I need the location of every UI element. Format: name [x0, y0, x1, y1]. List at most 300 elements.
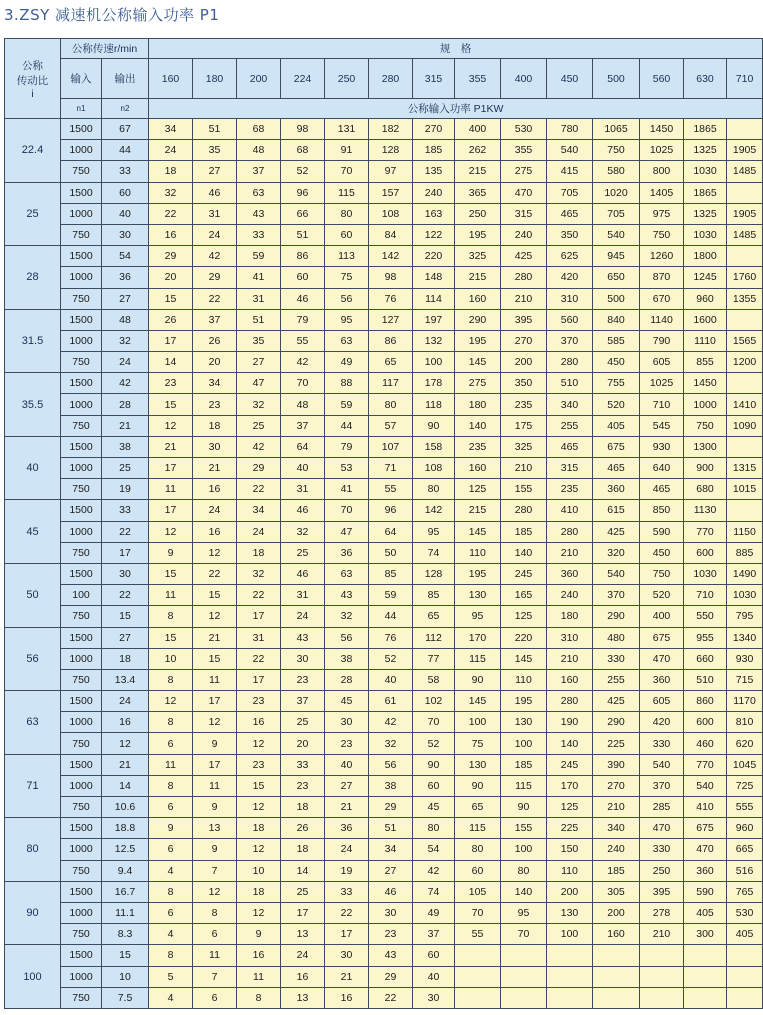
power-cell: 365 [455, 182, 501, 203]
power-cell: 48 [281, 394, 325, 415]
power-cell [727, 436, 763, 457]
power-cell: 6 [149, 902, 193, 923]
output-speed-cell: 17 [102, 542, 149, 563]
power-cell: 57 [369, 415, 413, 436]
power-cell: 355 [501, 140, 547, 161]
output-speed-cell: 11.1 [102, 902, 149, 923]
power-cell: 16 [193, 479, 237, 500]
power-cell [684, 987, 727, 1008]
power-cell: 750 [640, 563, 684, 584]
power-cell: 310 [547, 627, 593, 648]
power-cell: 22 [149, 203, 193, 224]
power-cell [547, 945, 593, 966]
power-cell: 60 [325, 224, 369, 245]
table-row [5, 669, 763, 690]
power-cell: 590 [640, 521, 684, 542]
power-cell: 160 [593, 924, 640, 945]
power-cell: 1315 [727, 458, 763, 479]
power-cell: 370 [640, 775, 684, 796]
power-cell: 76 [369, 288, 413, 309]
power-cell: 530 [501, 119, 547, 140]
power-cell: 1565 [727, 330, 763, 351]
power-cell: 650 [593, 267, 640, 288]
power-cell: 1015 [727, 479, 763, 500]
power-cell: 710 [640, 394, 684, 415]
output-speed-cell: 13.4 [102, 669, 149, 690]
power-cell: 85 [369, 563, 413, 584]
power-cell: 28 [325, 669, 369, 690]
table-row [5, 330, 763, 351]
power-cell: 1025 [640, 373, 684, 394]
power-cell: 24 [193, 500, 237, 521]
power-cell: 125 [501, 606, 547, 627]
power-cell: 755 [593, 373, 640, 394]
power-cell: 24 [281, 606, 325, 627]
size-header: 280 [369, 59, 413, 99]
power-cell: 8 [149, 881, 193, 902]
power-cell: 18 [281, 797, 325, 818]
power-cell: 215 [455, 500, 501, 521]
power-cell: 79 [325, 436, 369, 457]
power-cell: 23 [369, 924, 413, 945]
input-speed-cell: 750 [61, 987, 102, 1008]
table-row [5, 458, 763, 479]
power-cell: 870 [640, 267, 684, 288]
power-cell: 1110 [684, 330, 727, 351]
power-cell: 140 [547, 733, 593, 754]
power-cell: 157 [369, 182, 413, 203]
power-cell: 425 [501, 246, 547, 267]
power-cell: 38 [369, 775, 413, 796]
power-cell: 68 [281, 140, 325, 161]
power-cell: 1905 [727, 140, 763, 161]
power-cell: 51 [237, 309, 281, 330]
power-cell: 36 [325, 818, 369, 839]
power-cell: 13 [281, 987, 325, 1008]
power-cell: 17 [281, 902, 325, 923]
power-cell: 15 [149, 394, 193, 415]
power-cell: 45 [413, 797, 455, 818]
power-cell: 19 [325, 860, 369, 881]
power-cell: 200 [593, 902, 640, 923]
power-header: 公称输入功率 P1KW [149, 99, 763, 119]
output-speed-cell: 19 [102, 479, 149, 500]
input-speed-cell: 1000 [61, 203, 102, 224]
power-cell: 450 [593, 352, 640, 373]
power-cell: 23 [149, 373, 193, 394]
power-cell: 145 [455, 691, 501, 712]
power-cell: 12 [193, 712, 237, 733]
power-cell: 540 [684, 775, 727, 796]
power-cell: 84 [369, 224, 413, 245]
power-cell: 31 [281, 479, 325, 500]
power-cell: 24 [281, 945, 325, 966]
table-row [5, 987, 763, 1008]
power-cell: 47 [237, 373, 281, 394]
power-cell: 21 [325, 966, 369, 987]
input-speed-cell: 1500 [61, 182, 102, 203]
power-cell: 545 [640, 415, 684, 436]
input-speed-cell: 1500 [61, 627, 102, 648]
size-header: 200 [237, 59, 281, 99]
power-cell: 160 [455, 288, 501, 309]
table-row [5, 648, 763, 669]
power-cell: 80 [413, 479, 455, 500]
power-cell: 590 [684, 881, 727, 902]
spec-header: 规 格 [149, 39, 763, 59]
size-header: 315 [413, 59, 455, 99]
power-cell: 315 [547, 458, 593, 479]
power-cell: 135 [413, 161, 455, 182]
n2-header: n2 [102, 99, 149, 119]
ratio-cell: 31.5 [5, 309, 61, 373]
power-cell: 605 [640, 691, 684, 712]
power-cell: 30 [413, 987, 455, 1008]
power-cell: 480 [593, 627, 640, 648]
power-cell: 70 [501, 924, 547, 945]
power-cell: 1905 [727, 203, 763, 224]
table-row [5, 182, 763, 203]
power-cell: 76 [369, 627, 413, 648]
power-cell: 17 [325, 924, 369, 945]
power-cell: 8 [149, 775, 193, 796]
power-cell: 98 [281, 119, 325, 140]
table-row [5, 585, 763, 606]
power-cell: 16 [281, 966, 325, 987]
power-cell: 155 [501, 818, 547, 839]
input-speed-cell: 1500 [61, 754, 102, 775]
power-cell: 540 [547, 140, 593, 161]
power-cell: 51 [369, 818, 413, 839]
power-cell: 245 [547, 754, 593, 775]
power-cell: 70 [455, 902, 501, 923]
ratio-cell: 28 [5, 246, 61, 310]
power-cell: 660 [684, 648, 727, 669]
power-cell: 11 [193, 775, 237, 796]
power-cell: 585 [593, 330, 640, 351]
output-speed-cell: 25 [102, 458, 149, 479]
power-cell: 540 [593, 224, 640, 245]
input-speed-cell: 750 [61, 288, 102, 309]
table-row [5, 691, 763, 712]
power-cell: 185 [501, 754, 547, 775]
power-cell: 32 [149, 182, 193, 203]
table-row [5, 606, 763, 627]
power-cell: 49 [325, 352, 369, 373]
output-speed-cell: 54 [102, 246, 149, 267]
table-row [5, 203, 763, 224]
output-speed-cell: 33 [102, 500, 149, 521]
output-speed-cell: 36 [102, 267, 149, 288]
power-cell: 210 [501, 288, 547, 309]
power-cell [593, 945, 640, 966]
power-cell: 37 [193, 309, 237, 330]
power-cell [547, 966, 593, 987]
ratio-cell: 50 [5, 563, 61, 627]
power-cell: 74 [413, 542, 455, 563]
power-cell: 405 [727, 924, 763, 945]
table-row [5, 373, 763, 394]
table-row [5, 309, 763, 330]
power-cell: 26 [149, 309, 193, 330]
output-speed-cell: 33 [102, 161, 149, 182]
power-cell: 520 [593, 394, 640, 415]
power-cell: 220 [413, 246, 455, 267]
power-cell: 80 [413, 818, 455, 839]
power-cell: 245 [501, 563, 547, 584]
power-cell: 210 [547, 542, 593, 563]
power-cell: 405 [593, 415, 640, 436]
power-cell: 330 [640, 733, 684, 754]
power-cell: 17 [149, 330, 193, 351]
power-cell: 95 [413, 521, 455, 542]
power-cell [684, 966, 727, 987]
power-cell: 21 [149, 436, 193, 457]
power-cell: 180 [547, 606, 593, 627]
ratio-cell: 22.4 [5, 119, 61, 183]
power-cell: 15 [193, 585, 237, 606]
power-cell: 12 [193, 542, 237, 563]
power-cell: 17 [149, 458, 193, 479]
power-cell: 1485 [727, 161, 763, 182]
power-cell: 9 [149, 542, 193, 563]
power-cell: 8 [237, 987, 281, 1008]
power-cell: 36 [325, 542, 369, 563]
power-cell: 20 [193, 352, 237, 373]
power-cell: 42 [369, 712, 413, 733]
input-speed-cell: 1500 [61, 818, 102, 839]
power-cell: 155 [501, 479, 547, 500]
power-cell: 1760 [727, 267, 763, 288]
size-header: 400 [501, 59, 547, 99]
output-speed-cell: 48 [102, 309, 149, 330]
power-cell: 25 [281, 542, 325, 563]
power-cell: 195 [455, 330, 501, 351]
power-cell: 1150 [727, 521, 763, 542]
ratio-cell: 45 [5, 500, 61, 564]
power-cell: 220 [501, 627, 547, 648]
power-cell: 1045 [727, 754, 763, 775]
power-cell: 130 [547, 902, 593, 923]
power-cell: 18 [237, 881, 281, 902]
power-cell: 510 [547, 373, 593, 394]
power-cell: 275 [455, 373, 501, 394]
power-cell: 200 [547, 881, 593, 902]
power-cell: 128 [369, 140, 413, 161]
table-row [5, 924, 763, 945]
table-row [5, 267, 763, 288]
power-cell: 1000 [684, 394, 727, 415]
power-cell: 400 [455, 119, 501, 140]
power-cell: 125 [547, 797, 593, 818]
power-cell: 66 [281, 203, 325, 224]
ratio-header-line3: i [31, 87, 34, 100]
power-cell: 24 [149, 140, 193, 161]
power-cell: 165 [501, 585, 547, 606]
power-cell: 29 [193, 267, 237, 288]
table-row [5, 288, 763, 309]
power-cell: 140 [501, 881, 547, 902]
power-cell: 900 [684, 458, 727, 479]
power-cell: 1090 [727, 415, 763, 436]
power-cell: 15 [149, 563, 193, 584]
power-cell: 27 [325, 775, 369, 796]
input-speed-cell: 1500 [61, 119, 102, 140]
power-cell: 195 [455, 563, 501, 584]
input-speed-cell: 750 [61, 161, 102, 182]
power-cell: 86 [369, 330, 413, 351]
power-cell: 885 [727, 542, 763, 563]
power-cell: 160 [547, 669, 593, 690]
power-cell: 280 [501, 500, 547, 521]
power-cell: 1865 [684, 119, 727, 140]
power-cell: 250 [455, 203, 501, 224]
input-speed-cell: 1000 [61, 394, 102, 415]
output-speed-cell: 18 [102, 648, 149, 669]
power-cell: 56 [325, 288, 369, 309]
power-cell: 11 [149, 754, 193, 775]
power-cell: 105 [455, 881, 501, 902]
power-cell: 21 [193, 627, 237, 648]
power-cell: 360 [684, 860, 727, 881]
power-cell: 12 [237, 797, 281, 818]
power-cell [684, 945, 727, 966]
output-speed-cell: 28 [102, 394, 149, 415]
table-row [5, 733, 763, 754]
input-speed-cell: 1000 [61, 140, 102, 161]
power-cell: 1065 [593, 119, 640, 140]
power-cell: 80 [369, 394, 413, 415]
power-cell: 52 [281, 161, 325, 182]
power-cell: 12 [237, 733, 281, 754]
power-cell: 12 [193, 606, 237, 627]
power-cell: 142 [369, 246, 413, 267]
power-cell: 44 [325, 415, 369, 436]
table-row [5, 479, 763, 500]
power-cell: 40 [281, 458, 325, 479]
table-row [5, 902, 763, 923]
power-cell: 750 [640, 224, 684, 245]
power-cell: 23 [281, 775, 325, 796]
power-cell: 60 [413, 945, 455, 966]
power-cell: 1600 [684, 309, 727, 330]
power-cell [727, 246, 763, 267]
power-cell: 620 [727, 733, 763, 754]
power-cell: 75 [325, 267, 369, 288]
power-cell: 215 [455, 161, 501, 182]
power-cell: 1020 [593, 182, 640, 203]
power-cell: 63 [325, 563, 369, 584]
power-cell: 1300 [684, 436, 727, 457]
output-speed-cell: 10.6 [102, 797, 149, 818]
power-cell: 22 [237, 479, 281, 500]
power-cell: 240 [547, 585, 593, 606]
power-cell: 1325 [684, 140, 727, 161]
power-cell: 75 [455, 733, 501, 754]
power-cell: 86 [281, 246, 325, 267]
table-row [5, 140, 763, 161]
power-cell: 38 [325, 648, 369, 669]
power-cell: 1865 [684, 182, 727, 203]
ratio-cell: 63 [5, 691, 61, 755]
power-cell: 240 [501, 224, 547, 245]
size-header: 710 [727, 59, 763, 99]
power-cell: 74 [413, 881, 455, 902]
power-cell: 7 [193, 860, 237, 881]
power-cell: 23 [237, 754, 281, 775]
power-cell: 130 [455, 585, 501, 606]
power-cell: 470 [684, 839, 727, 860]
power-cell [727, 945, 763, 966]
table-body [5, 119, 763, 1009]
power-cell: 35 [193, 140, 237, 161]
power-cell: 142 [413, 500, 455, 521]
power-cell: 750 [593, 140, 640, 161]
power-cell: 59 [237, 246, 281, 267]
power-cell: 510 [684, 669, 727, 690]
output-speed-cell: 15 [102, 945, 149, 966]
power-cell: 31 [281, 585, 325, 606]
power-cell: 32 [325, 606, 369, 627]
power-cell [640, 966, 684, 987]
power-cell: 185 [413, 140, 455, 161]
power-cell [727, 373, 763, 394]
power-cell: 770 [684, 754, 727, 775]
output-speed-cell: 18.8 [102, 818, 149, 839]
power-cell: 95 [325, 309, 369, 330]
power-cell: 185 [593, 860, 640, 881]
power-cell: 800 [640, 161, 684, 182]
output-speed-cell: 21 [102, 415, 149, 436]
table-row [5, 500, 763, 521]
size-header: 180 [193, 59, 237, 99]
power-cell: 200 [501, 352, 547, 373]
power-cell: 34 [193, 373, 237, 394]
power-cell [727, 309, 763, 330]
power-cell: 49 [413, 902, 455, 923]
power-cell: 127 [369, 309, 413, 330]
power-cell: 140 [501, 542, 547, 563]
power-cell: 100 [547, 924, 593, 945]
power-cell: 60 [413, 775, 455, 796]
power-cell: 15 [149, 627, 193, 648]
power-cell: 64 [281, 436, 325, 457]
power-cell: 46 [281, 500, 325, 521]
power-cell: 360 [640, 669, 684, 690]
power-cell: 48 [237, 140, 281, 161]
power-cell: 6 [193, 924, 237, 945]
power-cell: 17 [193, 691, 237, 712]
power-cell: 170 [455, 627, 501, 648]
power-cell: 56 [325, 627, 369, 648]
power-cell: 158 [413, 436, 455, 457]
power-cell: 420 [640, 712, 684, 733]
power-cell: 725 [727, 775, 763, 796]
input-speed-cell: 1000 [61, 521, 102, 542]
size-header: 160 [149, 59, 193, 99]
power-cell [547, 987, 593, 1008]
power-cell: 40 [325, 754, 369, 775]
power-cell: 96 [281, 182, 325, 203]
power-cell: 1130 [684, 500, 727, 521]
ratio-cell: 80 [5, 818, 61, 882]
power-cell: 550 [684, 606, 727, 627]
ratio-header-line1: 公称 [22, 59, 43, 72]
power-cell: 605 [640, 352, 684, 373]
power-cell: 100 [455, 712, 501, 733]
output-speed-cell: 14 [102, 775, 149, 796]
power-cell: 235 [455, 436, 501, 457]
